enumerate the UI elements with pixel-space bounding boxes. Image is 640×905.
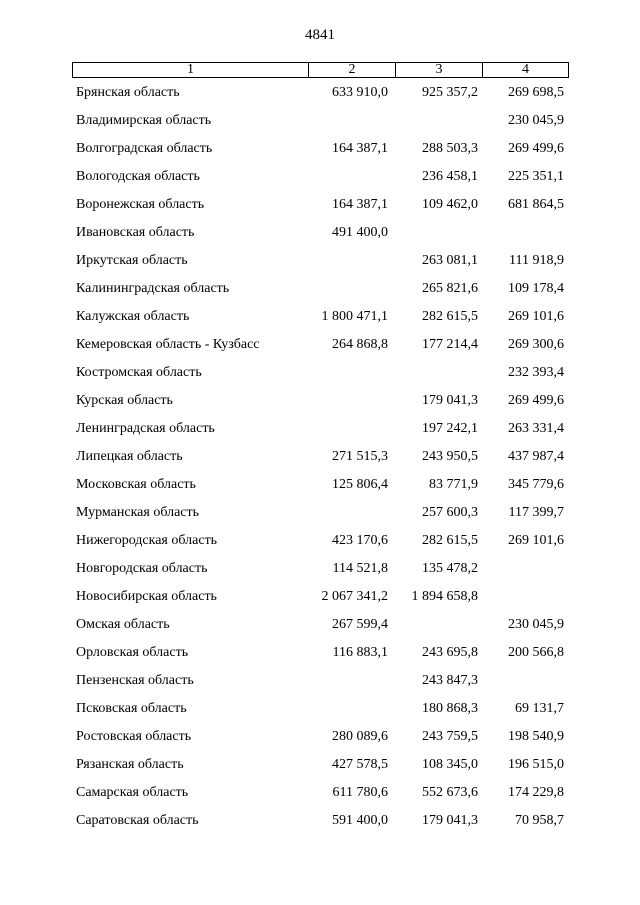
table-row [0, 82, 640, 110]
value-col-4: 437 987,4 [508, 449, 564, 464]
table-row [0, 642, 640, 670]
value-col-2: 427 578,5 [332, 757, 388, 772]
value-col-4: 196 515,0 [508, 757, 564, 772]
header-col-4: 4 [522, 62, 529, 77]
value-col-3: 236 458,1 [422, 169, 478, 184]
value-col-4: 198 540,9 [508, 729, 564, 744]
region-name: Брянская область [76, 85, 180, 100]
table-row [0, 250, 640, 278]
page-number: 4841 [305, 27, 335, 43]
table-row [0, 306, 640, 334]
value-col-3: 1 894 658,8 [411, 589, 478, 604]
value-col-4: 69 131,7 [515, 701, 564, 716]
value-col-2: 125 806,4 [332, 477, 388, 492]
value-col-3: 177 214,4 [422, 337, 478, 352]
value-col-2: 267 599,4 [332, 617, 388, 632]
region-name: Ленинградская область [76, 421, 215, 436]
table-row [0, 586, 640, 614]
value-col-3: 179 041,3 [422, 813, 478, 828]
region-name: Волгоградская область [76, 141, 213, 156]
table-row [0, 390, 640, 418]
table-row [0, 222, 640, 250]
value-col-4: 269 300,6 [508, 337, 564, 352]
value-col-2: 164 387,1 [332, 141, 388, 156]
value-col-3: 108 345,0 [422, 757, 478, 772]
header-col-2: 2 [309, 63, 396, 77]
value-col-3: 243 695,8 [422, 645, 478, 660]
region-name: Ивановская область [76, 225, 195, 240]
value-col-4: 225 351,1 [508, 169, 564, 184]
value-col-3: 243 759,5 [422, 729, 478, 744]
value-col-2: 271 515,3 [332, 449, 388, 464]
value-col-2: 1 800 471,1 [321, 309, 388, 324]
value-col-3: 179 041,3 [422, 393, 478, 408]
value-col-4: 345 779,6 [508, 477, 564, 492]
region-name: Омская область [76, 617, 170, 632]
region-name: Ростовская область [76, 729, 192, 744]
value-col-4: 109 178,4 [508, 281, 564, 296]
table-row [0, 110, 640, 138]
region-name: Орловская область [76, 645, 189, 660]
value-col-3: 257 600,3 [422, 505, 478, 520]
region-name: Калининградская область [76, 281, 230, 296]
value-col-4: 232 393,4 [508, 365, 564, 380]
table-body [0, 82, 640, 838]
value-col-3: 135 478,2 [422, 561, 478, 576]
value-col-4: 681 864,5 [508, 197, 564, 212]
value-col-2: 611 780,6 [332, 785, 388, 800]
value-col-2: 164 387,1 [332, 197, 388, 212]
value-col-3: 180 868,3 [422, 701, 478, 716]
table-row [0, 418, 640, 446]
region-name: Кемеровская область - Кузбасс [76, 337, 260, 352]
value-col-2: 423 170,6 [332, 533, 388, 548]
value-col-2: 116 883,1 [332, 645, 388, 660]
value-col-2: 491 400,0 [332, 225, 388, 240]
value-col-3: 197 242,1 [422, 421, 478, 436]
table-row [0, 474, 640, 502]
table-row [0, 502, 640, 530]
region-name: Новгородская область [76, 561, 208, 576]
value-col-2: 2 067 341,2 [321, 589, 388, 604]
value-col-3: 263 081,1 [422, 253, 478, 268]
value-col-4: 111 918,9 [509, 253, 564, 268]
table-row [0, 278, 640, 306]
table-row [0, 558, 640, 586]
region-name: Мурманская область [76, 505, 200, 520]
value-col-4: 269 101,6 [508, 533, 564, 548]
header-col-3: 3 [396, 63, 483, 77]
region-name: Воронежская область [76, 197, 205, 212]
table-row [0, 754, 640, 782]
region-name: Калужская область [76, 309, 190, 324]
region-name: Курская область [76, 393, 173, 408]
table-row [0, 138, 640, 166]
region-name: Новосибирская область [76, 589, 217, 604]
value-col-4: 269 499,6 [508, 393, 564, 408]
region-name: Вологодская область [76, 169, 200, 184]
table-row [0, 614, 640, 642]
region-name: Псковская область [76, 701, 187, 716]
region-name: Липецкая область [76, 449, 183, 464]
value-col-3: 288 503,3 [422, 141, 478, 156]
value-col-4: 269 499,6 [508, 141, 564, 156]
value-col-4: 230 045,9 [508, 113, 564, 128]
region-name: Иркутская область [76, 253, 188, 268]
table-row [0, 362, 640, 390]
value-col-4: 263 331,4 [508, 421, 564, 436]
value-col-3: 109 462,0 [422, 197, 478, 212]
value-col-3: 243 950,5 [422, 449, 478, 464]
value-col-2: 633 910,0 [332, 85, 388, 100]
region-name: Самарская область [76, 785, 189, 800]
table-row [0, 334, 640, 362]
value-col-3: 925 357,2 [422, 85, 478, 100]
value-col-4: 269 698,5 [508, 85, 564, 100]
table-row [0, 670, 640, 698]
header-col-1: 1 [73, 63, 309, 77]
table-row [0, 446, 640, 474]
table-row [0, 166, 640, 194]
table-row [0, 726, 640, 754]
region-name: Московская область [76, 477, 196, 492]
value-col-4: 117 399,7 [508, 505, 564, 520]
region-name: Саратовская область [76, 813, 199, 828]
region-name: Нижегородская область [76, 533, 218, 548]
value-col-3: 282 615,5 [422, 533, 478, 548]
value-col-4: 230 045,9 [508, 617, 564, 632]
value-col-4: 200 566,8 [508, 645, 564, 660]
value-col-2: 280 089,6 [332, 729, 388, 744]
value-col-3: 243 847,3 [422, 673, 478, 688]
table-row [0, 810, 640, 838]
table-row [0, 194, 640, 222]
region-name: Владимирская область [76, 113, 212, 128]
value-col-4: 174 229,8 [508, 785, 564, 800]
value-col-3: 265 821,6 [422, 281, 478, 296]
value-col-3: 552 673,6 [422, 785, 478, 800]
value-col-2: 591 400,0 [332, 813, 388, 828]
table-row [0, 782, 640, 810]
value-col-4: 269 101,6 [508, 309, 564, 324]
table-row [0, 530, 640, 558]
value-col-2: 114 521,8 [332, 561, 388, 576]
value-col-2: 264 868,8 [332, 337, 388, 352]
region-name: Костромская область [76, 365, 202, 380]
value-col-3: 83 771,9 [429, 477, 478, 492]
table-row [0, 698, 640, 726]
table-header [72, 62, 569, 78]
region-name: Пензенская область [76, 673, 194, 688]
value-col-3: 282 615,5 [422, 309, 478, 324]
value-col-4: 70 958,7 [515, 813, 564, 828]
region-name: Рязанская область [76, 757, 184, 772]
